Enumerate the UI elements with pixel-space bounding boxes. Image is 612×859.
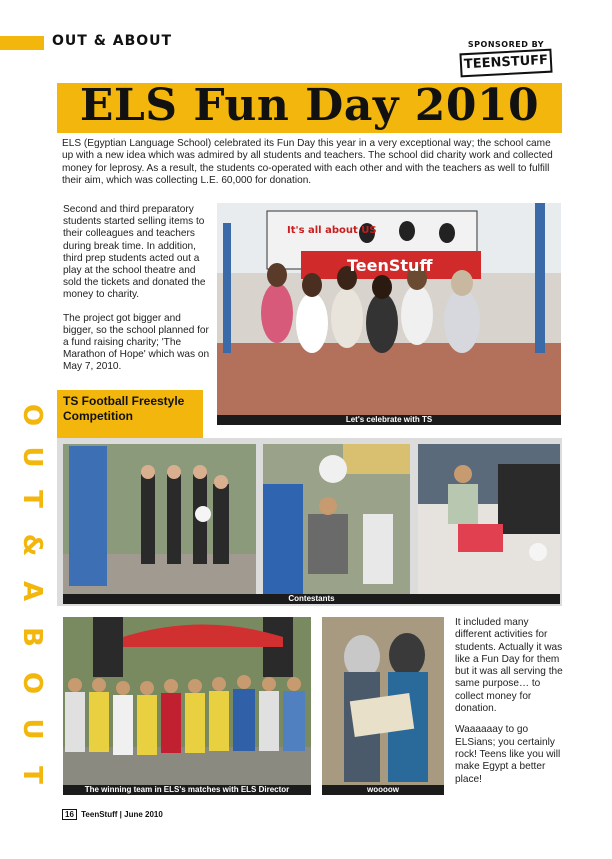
vertical-char: & [17,533,47,557]
vertical-char: U [17,718,47,740]
sponsor-line: SPONSORED BY [467,40,545,49]
vertical-char: A [17,580,47,602]
contestant-photo-3 [418,444,560,594]
vertical-char: U [17,446,47,468]
section-accent-bar [0,36,44,50]
vertical-char: B [17,627,47,647]
section-label: OUT & ABOUT [52,33,173,49]
side-paragraph-2: The project got bigger and bigger, so the school planned for a fund raising charity; 'The Marathon of Hope' which was on May 7, 2010. [63,312,210,373]
intro-paragraph: ELS (Egyptian Language School) celebrated its Fun Day this year in a very exceptional way; the school came up with a new idea which was admired by all students and teachers. The school did charity work and collected money for leprosy. As a result, the students co-operated with each other and with the teachers as well to fulfill their aim, which was collecting L.E. 60,000 for donation. [62,138,553,187]
vertical-char: T [17,766,47,784]
sponsor-badge [456,40,556,82]
vertical-section-label [18,400,46,825]
side-paragraph-1: Second and third preparatory students started selling items to their colleagues and teachers during break time. In addition, third prep students acted out a play at the school theatre and sold the tickets and donated the money to charity. [63,204,206,301]
winning-team-photo [63,617,311,795]
right-column [455,617,565,795]
contestants-caption: Contestants [63,594,560,604]
banner-text-2: TeenStuff [347,256,433,275]
page-number: 16 [62,809,77,820]
contestant-photo-1 [63,444,256,594]
sponsor-logo: TEENSTUFF [459,49,552,78]
reading-photo [322,617,444,795]
vertical-char: T [17,490,47,508]
main-photo [217,203,561,425]
article-title: ELS Fun Day 2010 [79,80,540,131]
reading-caption: woooow [322,785,444,795]
contestant-photo-2 [263,444,410,594]
contestant-photo-2-illustration [263,444,410,594]
footer-text: TeenStuff | June 2010 [81,810,163,819]
contestant-photo-3-illustration [418,444,560,594]
subheading: TS Football Freestyle Competition [63,394,185,423]
winning-team-illustration [63,617,311,795]
page-footer [62,809,163,820]
banner-text-1: It's all about US [287,225,377,236]
main-photo-caption: Let's celebrate with TS [217,415,561,425]
vertical-char: O [17,671,47,695]
main-photo-illustration [217,203,561,425]
contestant-photo-1-illustration [63,444,256,594]
right-paragraph-2: Waaaaaay to go ELSians; you certainly rock! Teens like you will make Egypt a better place! [455,724,561,785]
reading-photo-illustration [322,617,444,795]
winning-team-caption: The winning team in ELS's matches with ELS Director [63,785,311,795]
side-column [63,204,213,385]
vertical-char: O [17,403,47,427]
right-paragraph-1: It included many different activities for students. Actually it was like a Fun Day for them but it was all serving the same purpose… to collect money for donation. [455,617,563,715]
